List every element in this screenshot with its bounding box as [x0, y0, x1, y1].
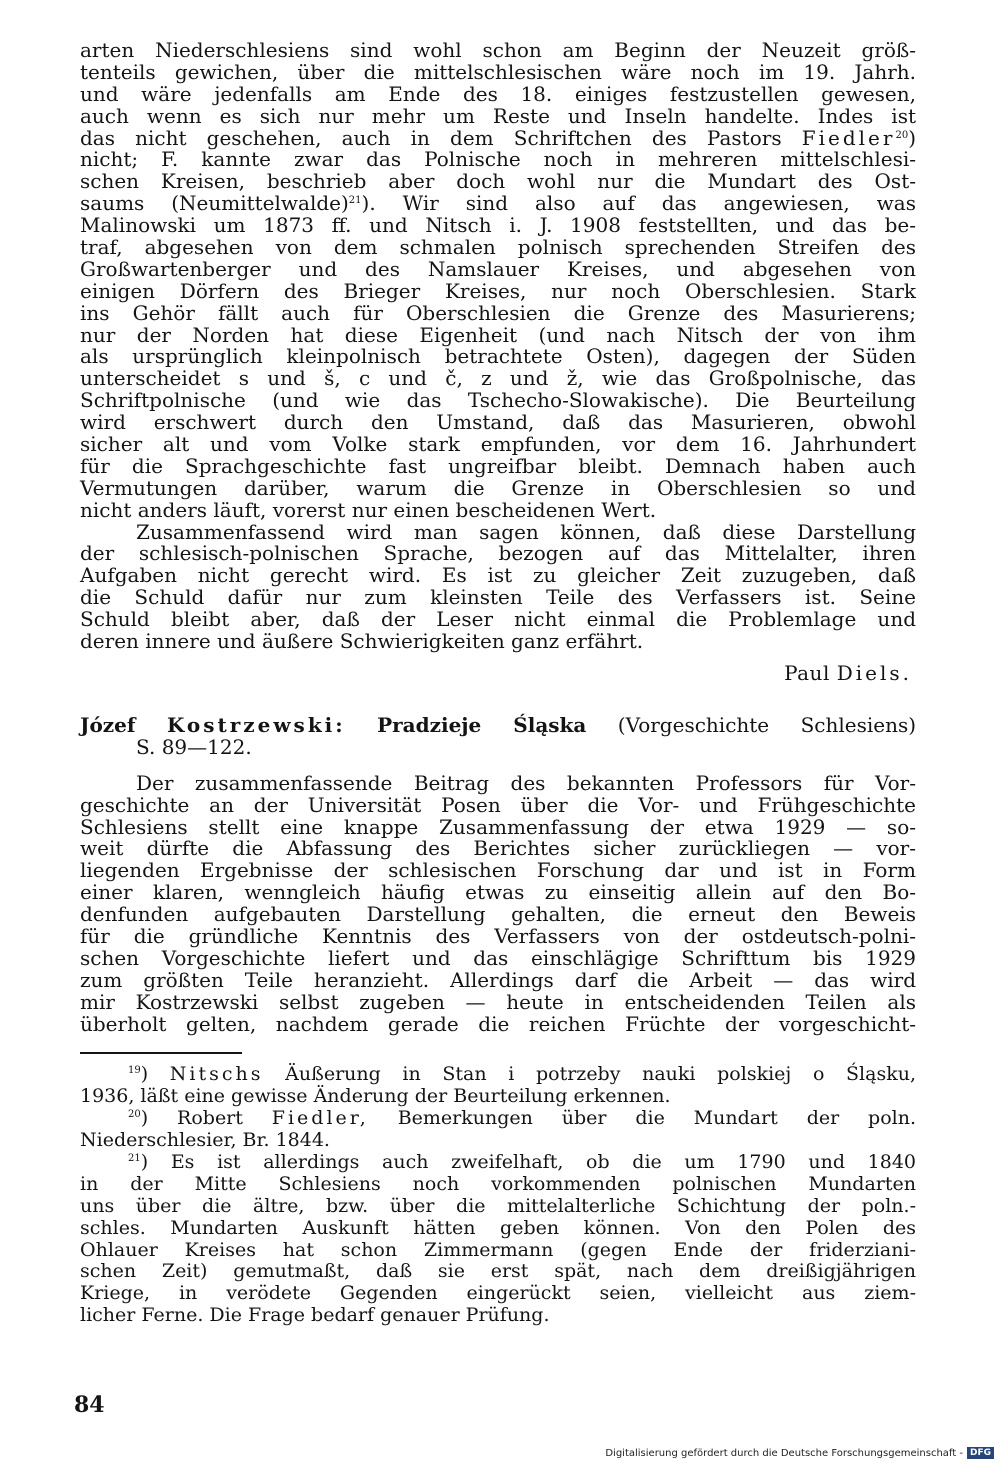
- text-line: als ursprünglich kleinpolnisch betrachtete Osten), dagegen der Süden: [80, 344, 916, 369]
- footnote-mark: 21: [128, 1152, 141, 1164]
- work-title-translation: (Vorgeschichte Schlesiens): [617, 712, 917, 737]
- text-line: arten Niederschlesiens sind wohl schon am Beginn der Neuzeit größ-: [80, 38, 916, 62]
- text-line: deren innere und äußere Schwierigkeiten ganz erfährt.: [80, 629, 644, 654]
- text-line: geschichte an der Universität Posen über die Vor- und Frühgeschichte: [80, 792, 916, 817]
- text-line: liegenden Ergebnisse der schlesischen Forschung dar und ist in Form: [80, 858, 916, 883]
- text-span: ). Wir sind also auf das angewiesen, was: [361, 191, 916, 216]
- text-line: mir Kostrzewski selbst zugeben — heute in entscheidenden Teilen als: [80, 989, 916, 1014]
- author-name-fiedler: Fiedler: [801, 125, 896, 150]
- footnote-name: Fiedler,: [271, 1107, 369, 1130]
- text-line: für die gründliche Kenntnis des Verfassers von der ostdeutsch-polni-: [80, 923, 916, 948]
- text-line: Malinowski um 1873 ff. und Nitsch i. J. 1908 feststellten, und das be-: [80, 213, 916, 238]
- dfg-logo: DFG: [967, 1447, 994, 1459]
- text-line: nur der Norden hat diese Eigenheit (und nach Nitsch der von ihm: [80, 322, 916, 347]
- text-line: Zusammenfassend wird man sagen können, daß diese Darstellung: [136, 519, 916, 544]
- text-line: [80, 712, 917, 737]
- page: [80, 40, 916, 1327]
- text-span: saums (Neumittelwalde): [80, 191, 349, 216]
- text-line: einer klaren, wenngleich häufig etwas zu einseitig allein auf den Bo-: [80, 880, 916, 905]
- text-line: denfunden aufgebauten Darstellung gehalten, die erneut den Beweis: [80, 902, 916, 927]
- signature-first: Paul: [784, 660, 830, 685]
- text-line: schles. Mundarten Auskunft hätten geben können. Von den Polen des: [80, 1216, 916, 1239]
- review-heading-kostrzewski: [80, 712, 917, 759]
- text-line: traf, abgesehen von dem schmalen polnisch sprechenden Streifen des: [80, 235, 916, 260]
- text-line: Ohlauer Kreises hat schon Zimmermann (gegen Ende der friderziani-: [80, 1238, 916, 1261]
- text-line: Schriftpolnische (und wie das Tschecho-Slowakische). Die Beurteilung: [80, 388, 916, 413]
- text-line: nicht; F. kannte zwar das Polnische noch in mehreren mittelschlesi-: [80, 147, 916, 172]
- text-span: Bemerkungen über die Mundart der poln.: [397, 1107, 917, 1130]
- reviewer-signature: [80, 661, 916, 685]
- text-line: licher Ferne. Die Frage bedarf genauer Prüfung.: [80, 1304, 550, 1327]
- text-line: für die Sprachgeschichte fast ungreifbar bleibt. Demnach haben auch: [80, 453, 916, 478]
- page-range: S. 89—122.: [136, 734, 252, 759]
- text-line: tenteils gewichen, über die mittelschlesischen wäre noch im 19. Jahrh.: [80, 59, 916, 84]
- text-line: Vermutungen darüber, warum die Grenze in Oberschlesien so und: [80, 475, 916, 500]
- footnote-20: $^{20}$) Robert Fiedler, Bemerkungen über die Mundart der poln.: [128, 1107, 917, 1130]
- text-span: Äußerung in Stan i potrzeby nauki polskiej o Śląsku,: [285, 1063, 916, 1086]
- footnote-21: $^{21}$) Es ist allerdings auch zweifelhaft, ob die um 1790 und 1840: [128, 1150, 916, 1173]
- footnote-mark: 20: [128, 1109, 141, 1121]
- text-span: Robert: [177, 1107, 243, 1130]
- text-line: der schlesisch-polnischen Sprache, bezogen auf das Mittelalter, ihren: [80, 541, 916, 566]
- text-line: schen Kreisen, beschrieb aber doch wohl nur die Mundart des Ost-: [80, 169, 916, 194]
- footnote-mark: 19: [128, 1065, 141, 1077]
- text-line: nicht anders läuft, vorerst nur einen bescheidenen Wert.: [80, 497, 657, 522]
- text-line: weit dürfte die Abfassung des Berichtes sicher zurückliegen — vor-: [80, 836, 916, 861]
- text-line: Der zusammenfassende Beitrag des bekannten Professors für Vor-: [136, 770, 916, 795]
- footnote-name: Nitschs: [169, 1063, 264, 1086]
- footnote-ref-20[interactable]: 20: [895, 129, 909, 141]
- footnote-ref-21[interactable]: 21: [348, 195, 362, 207]
- text-line: [80, 193, 916, 215]
- digitization-credit: [605, 1447, 994, 1459]
- text-line: 1936, läßt eine gewisse Änderung der Beurteilung erkennen.: [80, 1085, 671, 1108]
- text-line: unterscheidet s und š, c und č, z und ž, wie das Großpolnische, das: [80, 366, 916, 391]
- footnote-19: $^{19}$) Nitschs Äußerung in Stan i potrzeby nauki polskiej o Śląsku,: [128, 1063, 916, 1086]
- text-line: [80, 125, 916, 150]
- text-line: schen Zeit) gemutmaßt, daß sie erst spät, nach dem dreißigjährigen: [80, 1260, 916, 1283]
- text-line: Kriege, in verödete Gegenden eingerückt seien, vielleicht aus ziem-: [80, 1282, 916, 1305]
- text-line: uns über die ältre, bzw. über die mittelalterliche Schichtung der poln.-: [80, 1194, 916, 1217]
- text-line: ins Gehör fällt auch für Oberschlesien die Grenze des Masurierens;: [80, 300, 916, 325]
- footnote-divider: [80, 1052, 242, 1054]
- text-line: Aufgaben nicht gerecht wird. Es ist zu gleicher Zeit zuzugeben, daß: [80, 563, 916, 588]
- text-line: in der Mitte Schlesiens noch vorkommenden polnischen Mundarten: [80, 1172, 916, 1195]
- text-line: Schuld bleibt aber, daß der Leser nicht einmal die Problemlage und: [80, 607, 916, 632]
- text-line: Schlesiens stellt eine knappe Zusammenfassung der etwa 1929 — so-: [80, 814, 916, 839]
- review-diels-body: [80, 40, 916, 653]
- text-line: und wäre jedenfalls am Ende des 18. einiges festzustellen gewesen,: [80, 81, 916, 106]
- text-line: einigen Dörfern des Brieger Kreises, nur noch Oberschlesien. Stark: [80, 278, 916, 303]
- text-line: wird erschwert durch den Umstand, daß das Masurieren, obwohl: [80, 410, 916, 435]
- review-kostrzewski-body: [80, 770, 916, 1036]
- text-line: sicher alt und vom Volke stark empfunden, vor dem 16. Jahrhundert: [80, 432, 916, 457]
- text-span: das nicht geschehen, auch in dem Schriftchen des Pastors: [80, 125, 782, 150]
- credit-text: Digitalisierung gefördert durch die Deutsche Forschungsgemeinschaft -: [605, 1447, 963, 1459]
- text-span: ): [908, 125, 916, 150]
- text-line: Großwartenberger und des Namslauer Kreises, und abgesehen von: [80, 256, 916, 281]
- text-line: Niederschlesier, Br. 1844.: [80, 1129, 330, 1152]
- text-line: überholt gelten, nachdem gerade die reichen Früchte der vorgeschicht-: [80, 1011, 916, 1036]
- text-line: die Schuld dafür nur zum kleinsten Teile des Verfassers ist. Seine: [80, 585, 916, 610]
- author-first: Józef: [80, 712, 136, 737]
- author-last: Kostrzewski:: [166, 712, 346, 737]
- footnotes: [80, 1064, 916, 1327]
- work-title: Pradzieje Śląska: [377, 712, 587, 737]
- signature-last: Diels.: [836, 660, 912, 685]
- text-line: zum größten Teile heranzieht. Allerdings darf die Arbeit — das wird: [80, 967, 916, 992]
- text-span: Es ist allerdings auch zweifelhaft, ob die um 1790 und 1840: [170, 1150, 916, 1173]
- text-line: auch wenn es sich nur mehr um Reste und Inseln handelte. Indes ist: [80, 103, 916, 128]
- page-number: 84: [74, 1392, 105, 1418]
- text-line: schen Vorgeschichte liefert und das einschlägige Schrifttum bis 1929: [80, 945, 916, 970]
